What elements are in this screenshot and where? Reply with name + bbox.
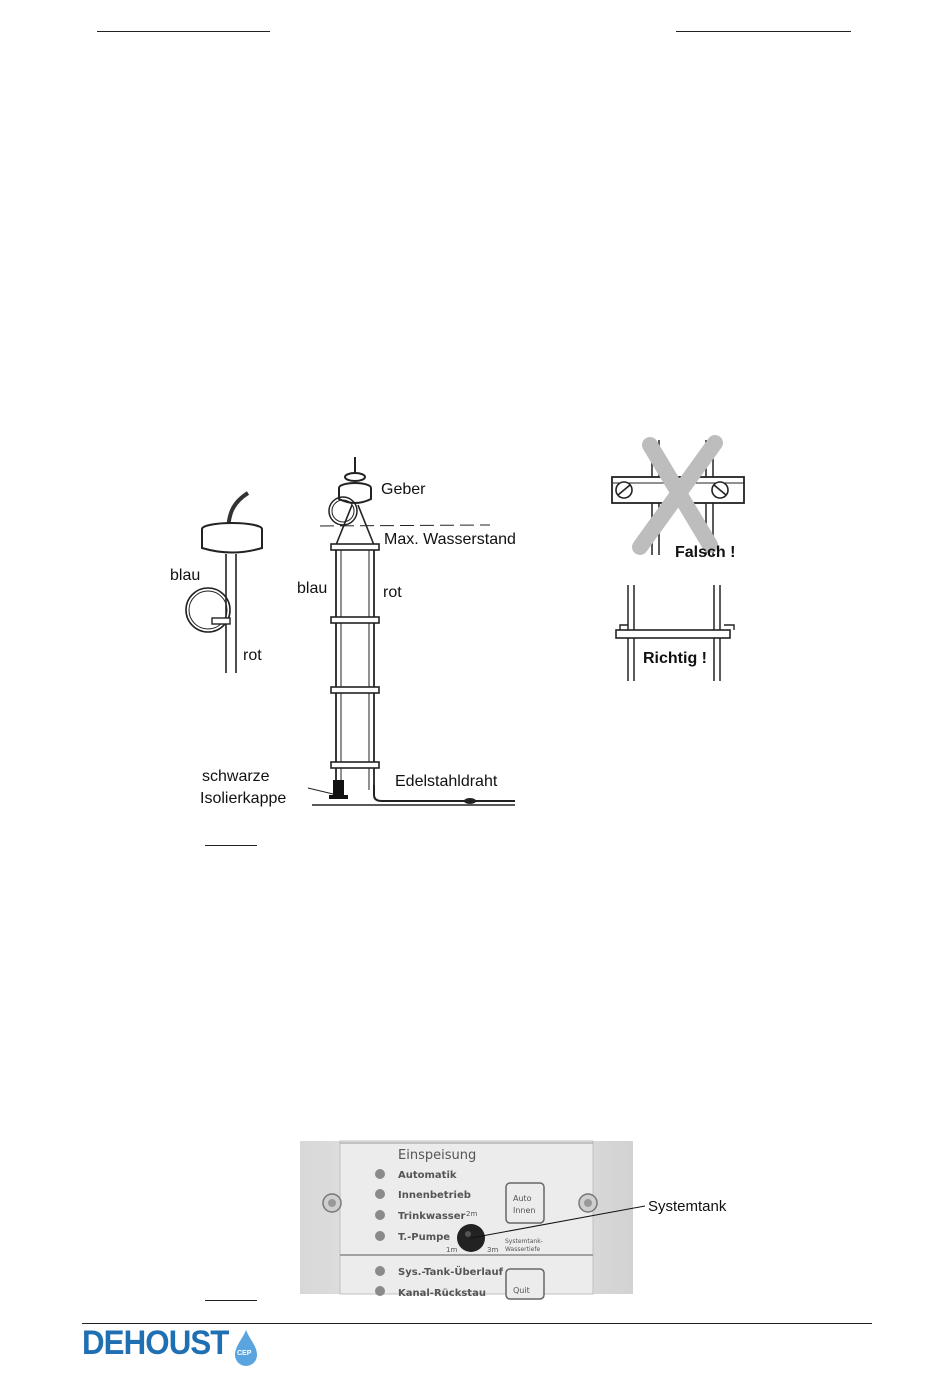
panel-header: Einspeisung [398, 1148, 477, 1163]
panel-button-quit: Quit [513, 1286, 530, 1295]
label-richtig: Richtig ! [643, 650, 707, 667]
panel-dial-1m: 1m [446, 1246, 458, 1254]
label-schwarze: schwarze [202, 768, 270, 785]
figure-caption-rule-1 [205, 845, 257, 846]
panel-dial-caption-1: Systemtank- [505, 1238, 543, 1245]
panel-button-auto-line2: Innen [513, 1206, 536, 1215]
panel-row-kanal: Kanal-Rückstau [398, 1288, 486, 1299]
label-geber: Geber [381, 481, 426, 498]
label-isolierkappe: Isolierkappe [200, 790, 287, 807]
mounting-right-drawing [610, 585, 750, 685]
panel-row-tpumpe: T.-Pumpe [398, 1232, 451, 1243]
header-rule-left [97, 31, 270, 32]
panel-dial-caption-2: Wassertiefe [505, 1246, 541, 1253]
panel-row-automatik: Automatik [398, 1170, 457, 1181]
label-blau-mid: blau [297, 580, 328, 597]
panel-row-innenbetrieb: Innenbetrieb [398, 1190, 471, 1201]
panel-row-trinkwasser: Trinkwasser [398, 1211, 466, 1222]
label-edelstahldraht: Edelstahldraht [395, 773, 498, 790]
label-max-wasserstand: Max. Wasserstand [384, 531, 516, 548]
dehoust-logo-sub: CEP [237, 1350, 252, 1357]
figure-caption-rule-2 [205, 1300, 257, 1301]
water-drop-icon [232, 1328, 260, 1368]
panel-dial-3m: 3m [487, 1246, 499, 1254]
panel-dial-2m: 2m [466, 1210, 478, 1218]
control-panel-photo [300, 1141, 633, 1299]
sensor-ladder-drawing [300, 455, 520, 810]
dehoust-logo [82, 1322, 262, 1372]
label-blau-left: blau [170, 567, 201, 584]
dehoust-logo-text: DEHOUST [82, 1324, 229, 1362]
panel-row-sys-tank: Sys.-Tank-Überlauf [398, 1267, 503, 1278]
label-systemtank-callout: Systemtank [648, 1198, 727, 1215]
panel-button-auto-line1: Auto [513, 1194, 532, 1203]
label-rot-mid: rot [383, 584, 402, 601]
header-rule-right [676, 31, 851, 32]
label-falsch: Falsch ! [675, 544, 736, 561]
mounting-wrong-drawing [610, 435, 750, 560]
label-rot-left: rot [243, 647, 262, 664]
